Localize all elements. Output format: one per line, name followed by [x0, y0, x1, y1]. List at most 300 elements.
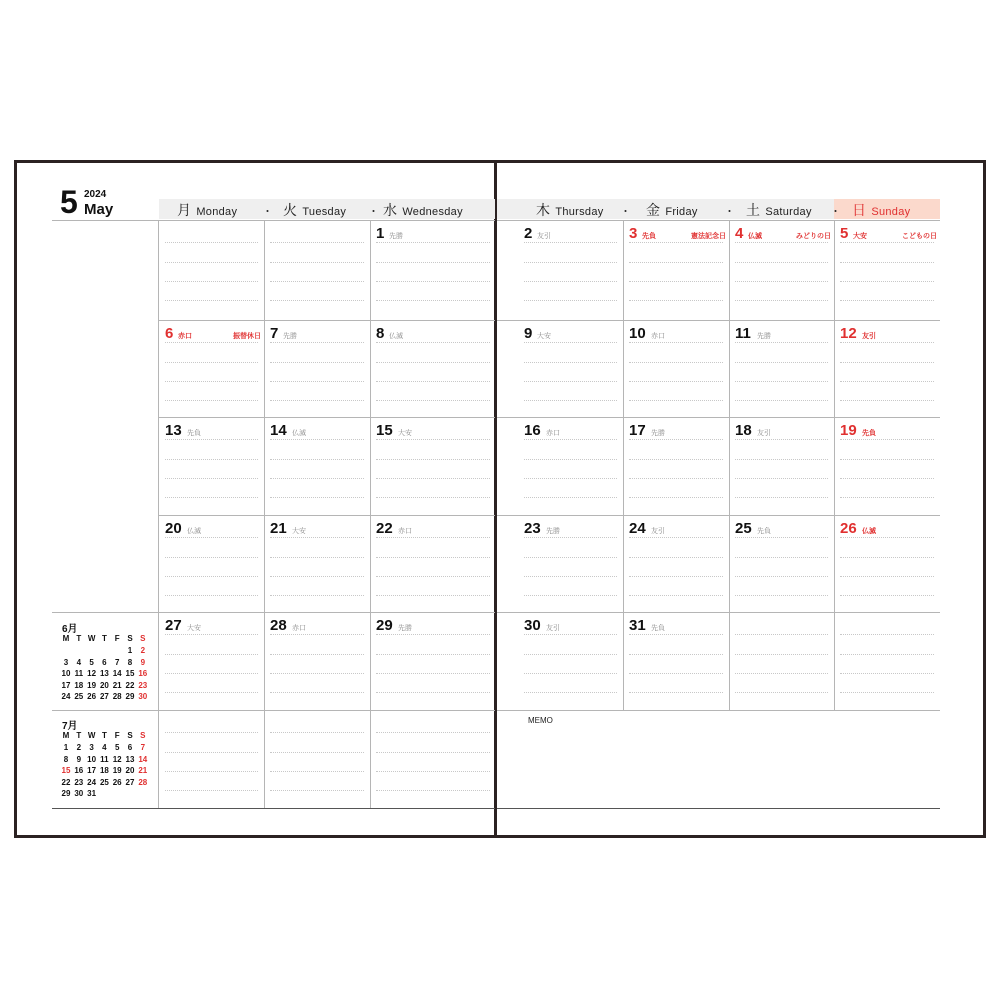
writing-line: [524, 262, 617, 263]
mini-date: 6: [127, 743, 133, 752]
day-number: 9: [524, 325, 533, 342]
writing-line: [840, 654, 934, 655]
mini-date: 18: [99, 766, 109, 775]
holiday-name: 振替休日: [233, 333, 261, 340]
mini-date: 22: [61, 777, 71, 787]
writing-line: [735, 300, 828, 301]
weekday-separator: ・: [262, 206, 273, 218]
rokuyo-label: 大安: [537, 333, 551, 340]
weekday-jp: 土: [746, 202, 761, 218]
mini-date: 12: [112, 754, 122, 764]
writing-line: [840, 242, 934, 243]
writing-line: [165, 732, 258, 733]
rokuyo-label: 赤口: [292, 625, 306, 632]
day-number: 21: [270, 520, 287, 537]
writing-line: [270, 692, 364, 693]
writing-line: [376, 362, 490, 363]
mini-weekday-letter: T: [101, 731, 107, 740]
writing-line: [629, 576, 723, 577]
mini-weekday-letter: M: [62, 634, 70, 643]
day-number: 18: [735, 422, 752, 439]
weekday-jp: 金: [646, 202, 661, 218]
writing-line: [840, 576, 934, 577]
mini-weekday-letter: F: [114, 634, 120, 643]
writing-line: [165, 262, 258, 263]
writing-line: [524, 692, 617, 693]
mini-date: 13: [99, 669, 109, 678]
weekday-en: Monday: [196, 206, 238, 218]
mini-date: 19: [112, 766, 122, 775]
writing-line: [524, 595, 617, 596]
month-name: May: [84, 201, 114, 218]
writing-line: [376, 439, 490, 440]
writing-line: [376, 300, 490, 301]
mini-date: 23: [74, 777, 84, 787]
grid-line: [497, 710, 940, 711]
writing-line: [524, 281, 617, 282]
writing-line: [840, 537, 934, 538]
mini-date: 1: [63, 743, 69, 752]
grid-line: [52, 710, 495, 711]
writing-line: [270, 459, 364, 460]
writing-line: [270, 381, 364, 382]
mini-date: 4: [76, 657, 82, 667]
writing-line: [376, 732, 490, 733]
writing-line: [165, 242, 258, 243]
weekday-jp: 月: [177, 202, 192, 218]
mini-weekday-letter: T: [101, 634, 107, 643]
writing-line: [165, 459, 258, 460]
mini-date: 19: [87, 680, 97, 690]
mini-weekday-letter: S: [140, 731, 146, 740]
writing-line: [270, 752, 364, 753]
mini-date: 5: [114, 743, 120, 752]
writing-line: [165, 400, 258, 401]
writing-line: [270, 557, 364, 558]
mini-date: 23: [138, 680, 148, 690]
writing-line: [735, 673, 828, 674]
writing-line: [376, 634, 490, 635]
grid-vline: [158, 220, 159, 808]
writing-line: [270, 576, 364, 577]
writing-line: [629, 439, 723, 440]
rokuyo-label: 赤口: [398, 528, 412, 535]
mini-date: 25: [99, 777, 109, 787]
grid-vline: [729, 220, 730, 710]
rokuyo-label: 赤口: [178, 333, 192, 340]
weekday-en: Wednesday: [402, 206, 463, 218]
mini-date: 3: [89, 743, 94, 752]
day-number: 27: [165, 617, 182, 634]
day-number: 17: [629, 422, 646, 439]
writing-line: [735, 400, 828, 401]
writing-line: [524, 439, 617, 440]
mini-date: 30: [138, 692, 148, 701]
rokuyo-label: 先負: [757, 528, 771, 535]
writing-line: [629, 557, 723, 558]
writing-line: [735, 537, 828, 538]
day-number: 15: [376, 422, 393, 439]
writing-line: [735, 576, 828, 577]
day-number: 8: [376, 325, 385, 342]
mini-date: 25: [74, 692, 84, 701]
grid-vline: [264, 220, 265, 808]
mini-date: 17: [87, 766, 97, 775]
writing-line: [524, 362, 617, 363]
rokuyo-label: 大安: [853, 233, 867, 240]
day-number: 11: [735, 325, 751, 342]
rokuyo-label: 仏滅: [862, 528, 876, 535]
day-number: 30: [524, 617, 541, 634]
mini-weekday-letter: F: [114, 731, 120, 740]
writing-line: [524, 497, 617, 498]
mini-date: 5: [89, 657, 94, 667]
writing-line: [840, 281, 934, 282]
writing-line: [524, 342, 617, 343]
mini-date: 14: [138, 754, 148, 764]
rokuyo-label: 友引: [546, 625, 560, 632]
mini-date: 31: [87, 789, 97, 798]
day-number: 7: [270, 325, 279, 342]
weekday-en: Tuesday: [302, 206, 347, 218]
writing-line: [735, 692, 828, 693]
mini-date: 7: [140, 743, 146, 752]
mini-date: 27: [125, 777, 135, 787]
mini-date: 11: [74, 669, 84, 678]
holiday-name: 憲法記念日: [691, 233, 726, 240]
writing-line: [270, 439, 364, 440]
writing-line: [165, 790, 258, 791]
weekday-header-friday: [646, 200, 698, 218]
rokuyo-label: 友引: [862, 333, 876, 340]
weekday-jp: 木: [536, 202, 551, 218]
writing-line: [629, 281, 723, 282]
writing-line: [270, 654, 364, 655]
writing-line: [840, 262, 934, 263]
mini-date: 15: [61, 766, 71, 775]
rokuyo-label: 仏滅: [748, 233, 762, 240]
writing-line: [840, 634, 934, 635]
mini-date: 20: [99, 680, 109, 690]
writing-line: [840, 595, 934, 596]
writing-line: [735, 342, 828, 343]
mini-date: 2: [76, 743, 82, 752]
grid-line: [159, 417, 495, 418]
writing-line: [270, 732, 364, 733]
day-number: 25: [735, 520, 752, 537]
writing-line: [165, 673, 258, 674]
day-number: 6: [165, 325, 174, 342]
writing-line: [270, 771, 364, 772]
day-number: 20: [165, 520, 182, 537]
mini-weekday-letter: S: [127, 634, 133, 643]
mini-date: 21: [138, 766, 148, 775]
weekday-header-tuesday: [283, 200, 346, 218]
writing-line: [270, 537, 364, 538]
mini-weekday-letter: M: [62, 731, 70, 740]
rokuyo-label: 友引: [537, 233, 551, 240]
writing-line: [165, 634, 258, 635]
writing-line: [629, 595, 723, 596]
day-number: 3: [629, 225, 638, 242]
mini-date: 24: [61, 692, 71, 701]
writing-line: [270, 400, 364, 401]
writing-line: [735, 634, 828, 635]
writing-line: [629, 634, 723, 635]
writing-line: [376, 478, 490, 479]
writing-line: [376, 497, 490, 498]
writing-line: [524, 673, 617, 674]
mini-date: 8: [127, 657, 133, 667]
grid-line: [497, 515, 940, 516]
writing-line: [165, 381, 258, 382]
writing-line: [840, 342, 934, 343]
writing-line: [376, 752, 490, 753]
mini-date: 20: [125, 766, 135, 775]
mini-date: 8: [63, 754, 69, 764]
writing-line: [376, 576, 490, 577]
mini-date: 15: [125, 669, 135, 678]
mini-date: 3: [63, 657, 69, 667]
writing-line: [270, 342, 364, 343]
rokuyo-label: 大安: [398, 430, 412, 437]
mini-date: 14: [112, 669, 122, 678]
day-number: 5: [840, 225, 849, 242]
writing-line: [165, 362, 258, 363]
rokuyo-label: 先負: [187, 430, 201, 437]
rokuyo-label: 友引: [757, 430, 771, 437]
grid-vline: [623, 220, 624, 710]
mini-date: 13: [125, 754, 135, 764]
writing-line: [840, 557, 934, 558]
mini-date: 10: [87, 754, 97, 764]
grid-line-top: [52, 220, 495, 221]
weekday-separator: ・: [724, 206, 735, 218]
grid-line: [52, 612, 495, 613]
weekday-header-monday: [177, 200, 237, 218]
writing-line: [376, 595, 490, 596]
mini-weekday-letter: S: [140, 634, 146, 643]
grid-line-bottom: [497, 808, 940, 809]
grid-line: [497, 612, 940, 613]
rokuyo-label: 先勝: [651, 430, 665, 437]
weekday-en: Friday: [665, 206, 698, 218]
writing-line: [524, 459, 617, 460]
rokuyo-label: 先勝: [757, 333, 771, 340]
writing-line: [735, 381, 828, 382]
rokuyo-label: 仏滅: [187, 528, 201, 535]
mini-weekday-letter: W: [87, 634, 96, 643]
rokuyo-label: 友引: [651, 528, 665, 535]
mini-date: 10: [61, 669, 71, 678]
writing-line: [165, 478, 258, 479]
mini-weekday-letter: S: [127, 731, 133, 740]
writing-line: [735, 557, 828, 558]
writing-line: [840, 459, 934, 460]
writing-line: [376, 262, 490, 263]
grid-vline: [834, 220, 835, 710]
mini-date: 6: [102, 657, 107, 667]
planner-spine: [494, 160, 497, 838]
writing-line: [270, 673, 364, 674]
weekday-header-saturday: [746, 200, 812, 218]
rokuyo-label: 大安: [292, 528, 306, 535]
writing-line: [165, 342, 258, 343]
holiday-name: みどりの日: [796, 233, 831, 240]
writing-line: [629, 497, 723, 498]
mini-date: 29: [125, 692, 135, 701]
day-number: 14: [270, 422, 287, 439]
day-number: 4: [735, 225, 744, 242]
writing-line: [376, 557, 490, 558]
writing-line: [840, 300, 934, 301]
writing-line: [735, 439, 828, 440]
day-number: 16: [524, 422, 541, 439]
rokuyo-label: 赤口: [546, 430, 560, 437]
weekday-en: Saturday: [765, 206, 812, 218]
mini-date: 26: [112, 777, 122, 787]
mini-date: 28: [112, 692, 122, 701]
writing-line: [629, 300, 723, 301]
rokuyo-label: 仏滅: [389, 333, 403, 340]
mini-date: 4: [102, 743, 107, 752]
writing-line: [165, 497, 258, 498]
mini-date: 16: [74, 766, 84, 775]
mini-date: 9: [76, 754, 82, 764]
writing-line: [840, 439, 934, 440]
writing-line: [524, 381, 617, 382]
day-number: 26: [840, 520, 857, 537]
mini-date: 26: [87, 692, 97, 701]
weekday-en: Sunday: [871, 206, 911, 218]
writing-line: [735, 478, 828, 479]
writing-line: [270, 478, 364, 479]
writing-line: [735, 262, 828, 263]
day-number: 29: [376, 617, 393, 634]
grid-line: [159, 515, 495, 516]
rokuyo-label: 先勝: [546, 528, 560, 535]
writing-line: [376, 692, 490, 693]
grid-line: [159, 320, 495, 321]
writing-line: [629, 459, 723, 460]
mini-date: 7: [114, 657, 120, 667]
month-number: 5: [60, 184, 78, 220]
writing-line: [165, 595, 258, 596]
weekday-jp: 火: [283, 202, 298, 218]
writing-line: [524, 557, 617, 558]
weekday-separator: ・: [368, 206, 379, 218]
mini-calendar-title: 6月: [62, 624, 78, 635]
writing-line: [165, 692, 258, 693]
writing-line: [840, 673, 934, 674]
writing-line: [629, 242, 723, 243]
writing-line: [376, 771, 490, 772]
grid-line-top: [497, 220, 940, 221]
day-number: 1: [376, 225, 385, 242]
writing-line: [735, 654, 828, 655]
mini-date: 21: [112, 680, 122, 690]
weekday-separator: ・: [620, 206, 631, 218]
writing-line: [376, 537, 490, 538]
writing-line: [165, 654, 258, 655]
memo-label: MEMO: [528, 716, 553, 725]
writing-line: [524, 537, 617, 538]
writing-line: [376, 654, 490, 655]
writing-line: [270, 362, 364, 363]
writing-line: [840, 692, 934, 693]
writing-line: [840, 400, 934, 401]
writing-line: [165, 300, 258, 301]
mini-calendar-title: 7月: [62, 721, 78, 732]
weekday-header-wednesday: [383, 200, 463, 218]
year-label: 2024: [84, 189, 107, 200]
grid-vline: [370, 220, 371, 808]
writing-line: [165, 439, 258, 440]
grid-line: [497, 417, 940, 418]
writing-line: [376, 400, 490, 401]
day-number: 2: [524, 225, 533, 242]
writing-line: [629, 692, 723, 693]
writing-line: [165, 771, 258, 772]
writing-line: [629, 381, 723, 382]
rokuyo-label: 先勝: [398, 625, 412, 632]
writing-line: [524, 654, 617, 655]
day-number: 12: [840, 325, 857, 342]
writing-line: [165, 537, 258, 538]
writing-line: [840, 497, 934, 498]
mini-date: 2: [140, 646, 146, 655]
day-number: 22: [376, 520, 393, 537]
writing-line: [735, 459, 828, 460]
writing-line: [629, 362, 723, 363]
rokuyo-label: 先勝: [389, 233, 403, 240]
writing-line: [629, 654, 723, 655]
weekday-en: Thursday: [555, 206, 604, 218]
writing-line: [270, 634, 364, 635]
day-number: 31: [629, 617, 646, 634]
writing-line: [376, 281, 490, 282]
weekday-separator: ・: [830, 206, 841, 218]
writing-line: [376, 242, 490, 243]
writing-line: [629, 478, 723, 479]
writing-line: [524, 576, 617, 577]
writing-line: [735, 281, 828, 282]
writing-line: [376, 342, 490, 343]
day-number: 13: [165, 422, 182, 439]
rokuyo-label: 大安: [187, 625, 201, 632]
writing-line: [270, 242, 364, 243]
writing-line: [524, 242, 617, 243]
mini-date: 11: [100, 754, 109, 764]
writing-line: [165, 281, 258, 282]
writing-line: [629, 537, 723, 538]
rokuyo-label: 先負: [642, 233, 656, 240]
writing-line: [629, 400, 723, 401]
writing-line: [840, 381, 934, 382]
weekday-header-thursday: [536, 200, 604, 218]
rokuyo-label: 赤口: [651, 333, 665, 340]
mini-date: 30: [74, 789, 84, 798]
rokuyo-label: 先負: [651, 625, 665, 632]
writing-line: [270, 281, 364, 282]
rokuyo-label: 仏滅: [292, 430, 306, 437]
writing-line: [376, 790, 490, 791]
writing-line: [270, 262, 364, 263]
writing-line: [735, 497, 828, 498]
mini-date: 18: [74, 680, 84, 690]
writing-line: [270, 300, 364, 301]
writing-line: [376, 381, 490, 382]
